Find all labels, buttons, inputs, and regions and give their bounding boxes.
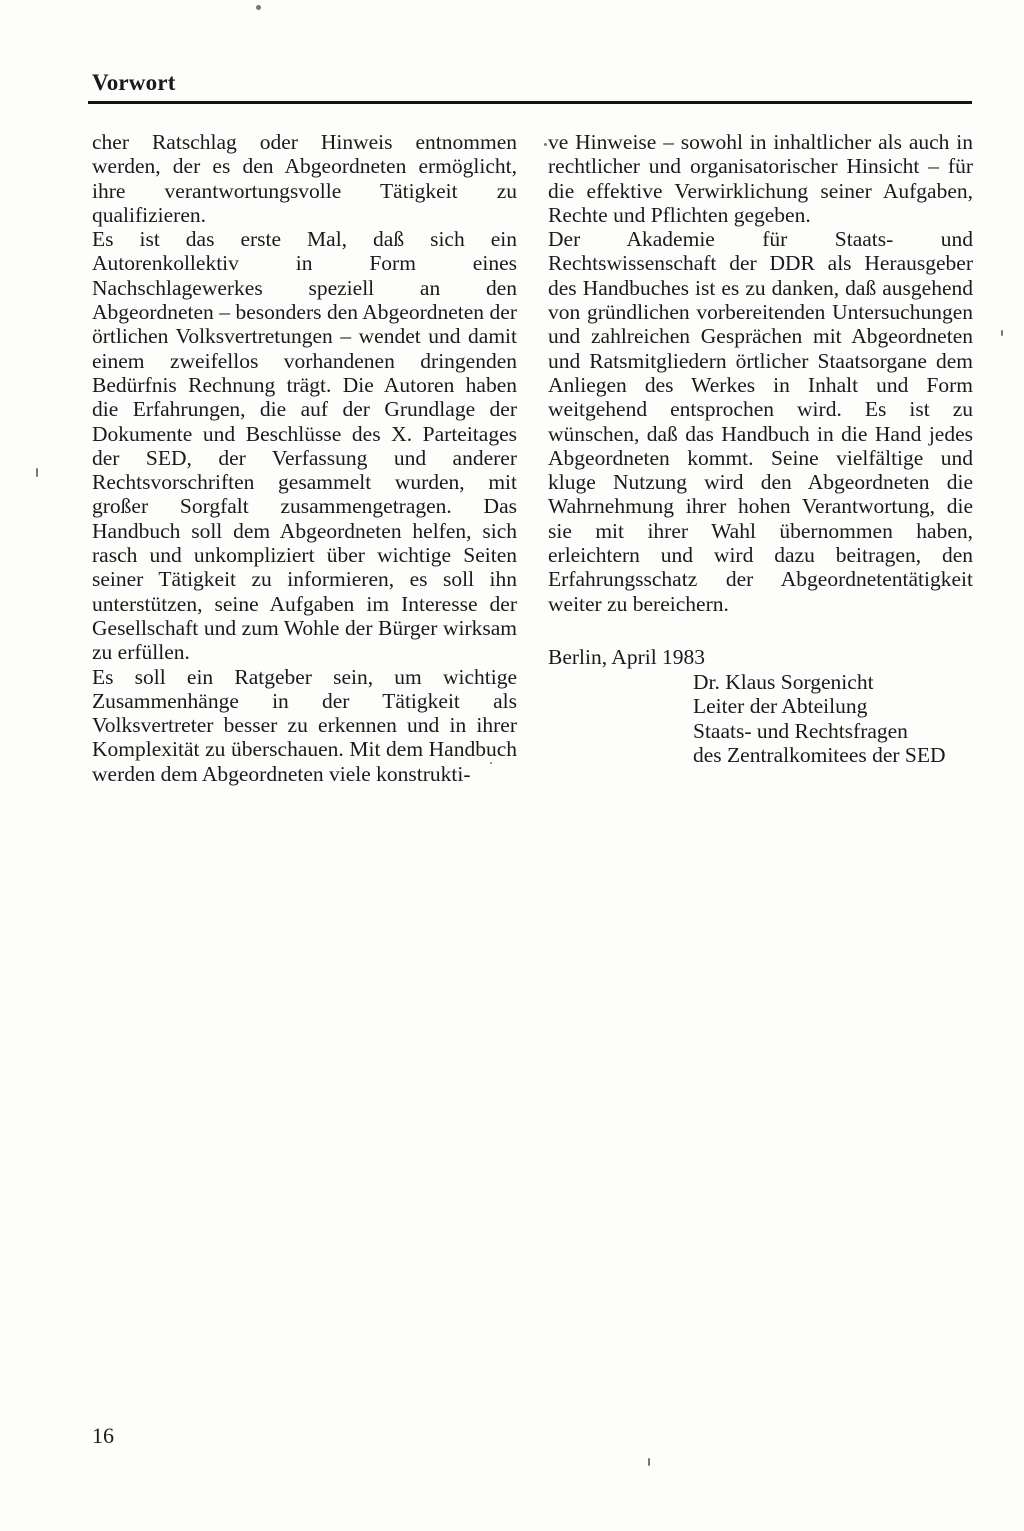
signature-line: Leiter der Abteilung xyxy=(693,694,868,719)
scan-speck xyxy=(256,5,261,10)
scan-speck xyxy=(490,762,492,764)
paragraph: cher Ratschlag oder Hinweis entnommen werden, der es den Abgeordneten ermöglicht, ihre verantwortungsvolle Tätigkeit zu qualifizieren. xyxy=(92,130,517,227)
paragraph: Es soll ein Ratgeber sein, um wichtige Zusammenhänge in der Tätigkeit als Volksvertreter besser zu erkennen und in ihrer Komplexität zu überschauen. Mit dem Handbuch werden dem Abgeordneten viele konstrukti- xyxy=(92,664,517,786)
signature-block xyxy=(693,670,946,767)
right-column xyxy=(548,130,973,616)
page-number: 16 xyxy=(92,1423,114,1448)
paragraph: Der Akademie für Staats- und Rechtswissenschaft der DDR als Herausgeber des Handbuches ist es zu danken, daß ausgehend von gründlichen vorbereitenden Untersuchungen und zahlreichen Gesprächen mit Abgeordneten und Ratsmitgliedern örtlicher Staatsorgane dem Anliegen des Werkes in Inhalt und Form weitgehend entsprochen wird. Es ist zu wünschen, daß das Handbuch in die Hand jedes Abgeordneten kommt. Seine vielfältige und kluge Nutzung wird den Abgeordneten die Wahrnehmung ihrer hohen Verantwortung, die sie mit ihrer Wahl übernommen haben, erleichtern und wird dazu beitragen, den Erfahrungsschatz der Abgeordnetentätigkeit weiter zu bereichern. xyxy=(548,227,973,616)
left-column xyxy=(92,130,517,786)
paragraph: Es ist das erste Mal, daß sich ein Autorenkollektiv in Form eines Nachschlagewerkes speziell an den Abgeordneten – besonders den Abgeordneten der örtlichen Volksvertretungen – wendet und damit einem zweifellos vorhandenen dringenden Bedürfnis Rechnung trägt. Die Autoren haben die Erfahrungen, die auf der Grundlage der Dokumente und Beschlüsse des X. Parteitages der SED, der Verfassung und anderer Rechtsvorschriften gesammelt wurden, mit großer Sorgfalt zusammengetragen. Das Handbuch soll dem Abgeordneten helfen, sich rasch und unkompliziert über wichtige Seiten seiner Tätigkeit zu informieren, es soll ihn unterstützen, seine Aufgaben im Interesse der Gesellschaft und zum Wohle der Bürger wirksam zu erfüllen. xyxy=(92,227,517,665)
scan-speck xyxy=(648,1458,650,1466)
signature-line: Dr. Klaus Sorgenicht xyxy=(693,670,874,694)
dateline: Berlin, April 1983 xyxy=(548,645,706,669)
signature-line: Staats- und Rechtsfragen xyxy=(693,718,908,743)
scan-speck xyxy=(36,468,38,477)
running-title: Vorwort xyxy=(92,70,176,95)
paragraph: ve Hinweise – sowohl in inhaltlicher als auch in rechtlicher und organisatorischer Hinsicht – für die effektive Verwirklichung seiner Aufgaben, Rechte und Pflichten gegeben. xyxy=(548,130,973,227)
header-rule xyxy=(88,101,972,104)
scan-speck xyxy=(544,143,547,146)
scan-speck xyxy=(1001,330,1003,336)
signature-line: des Zentralkomitees der SED xyxy=(693,742,946,767)
